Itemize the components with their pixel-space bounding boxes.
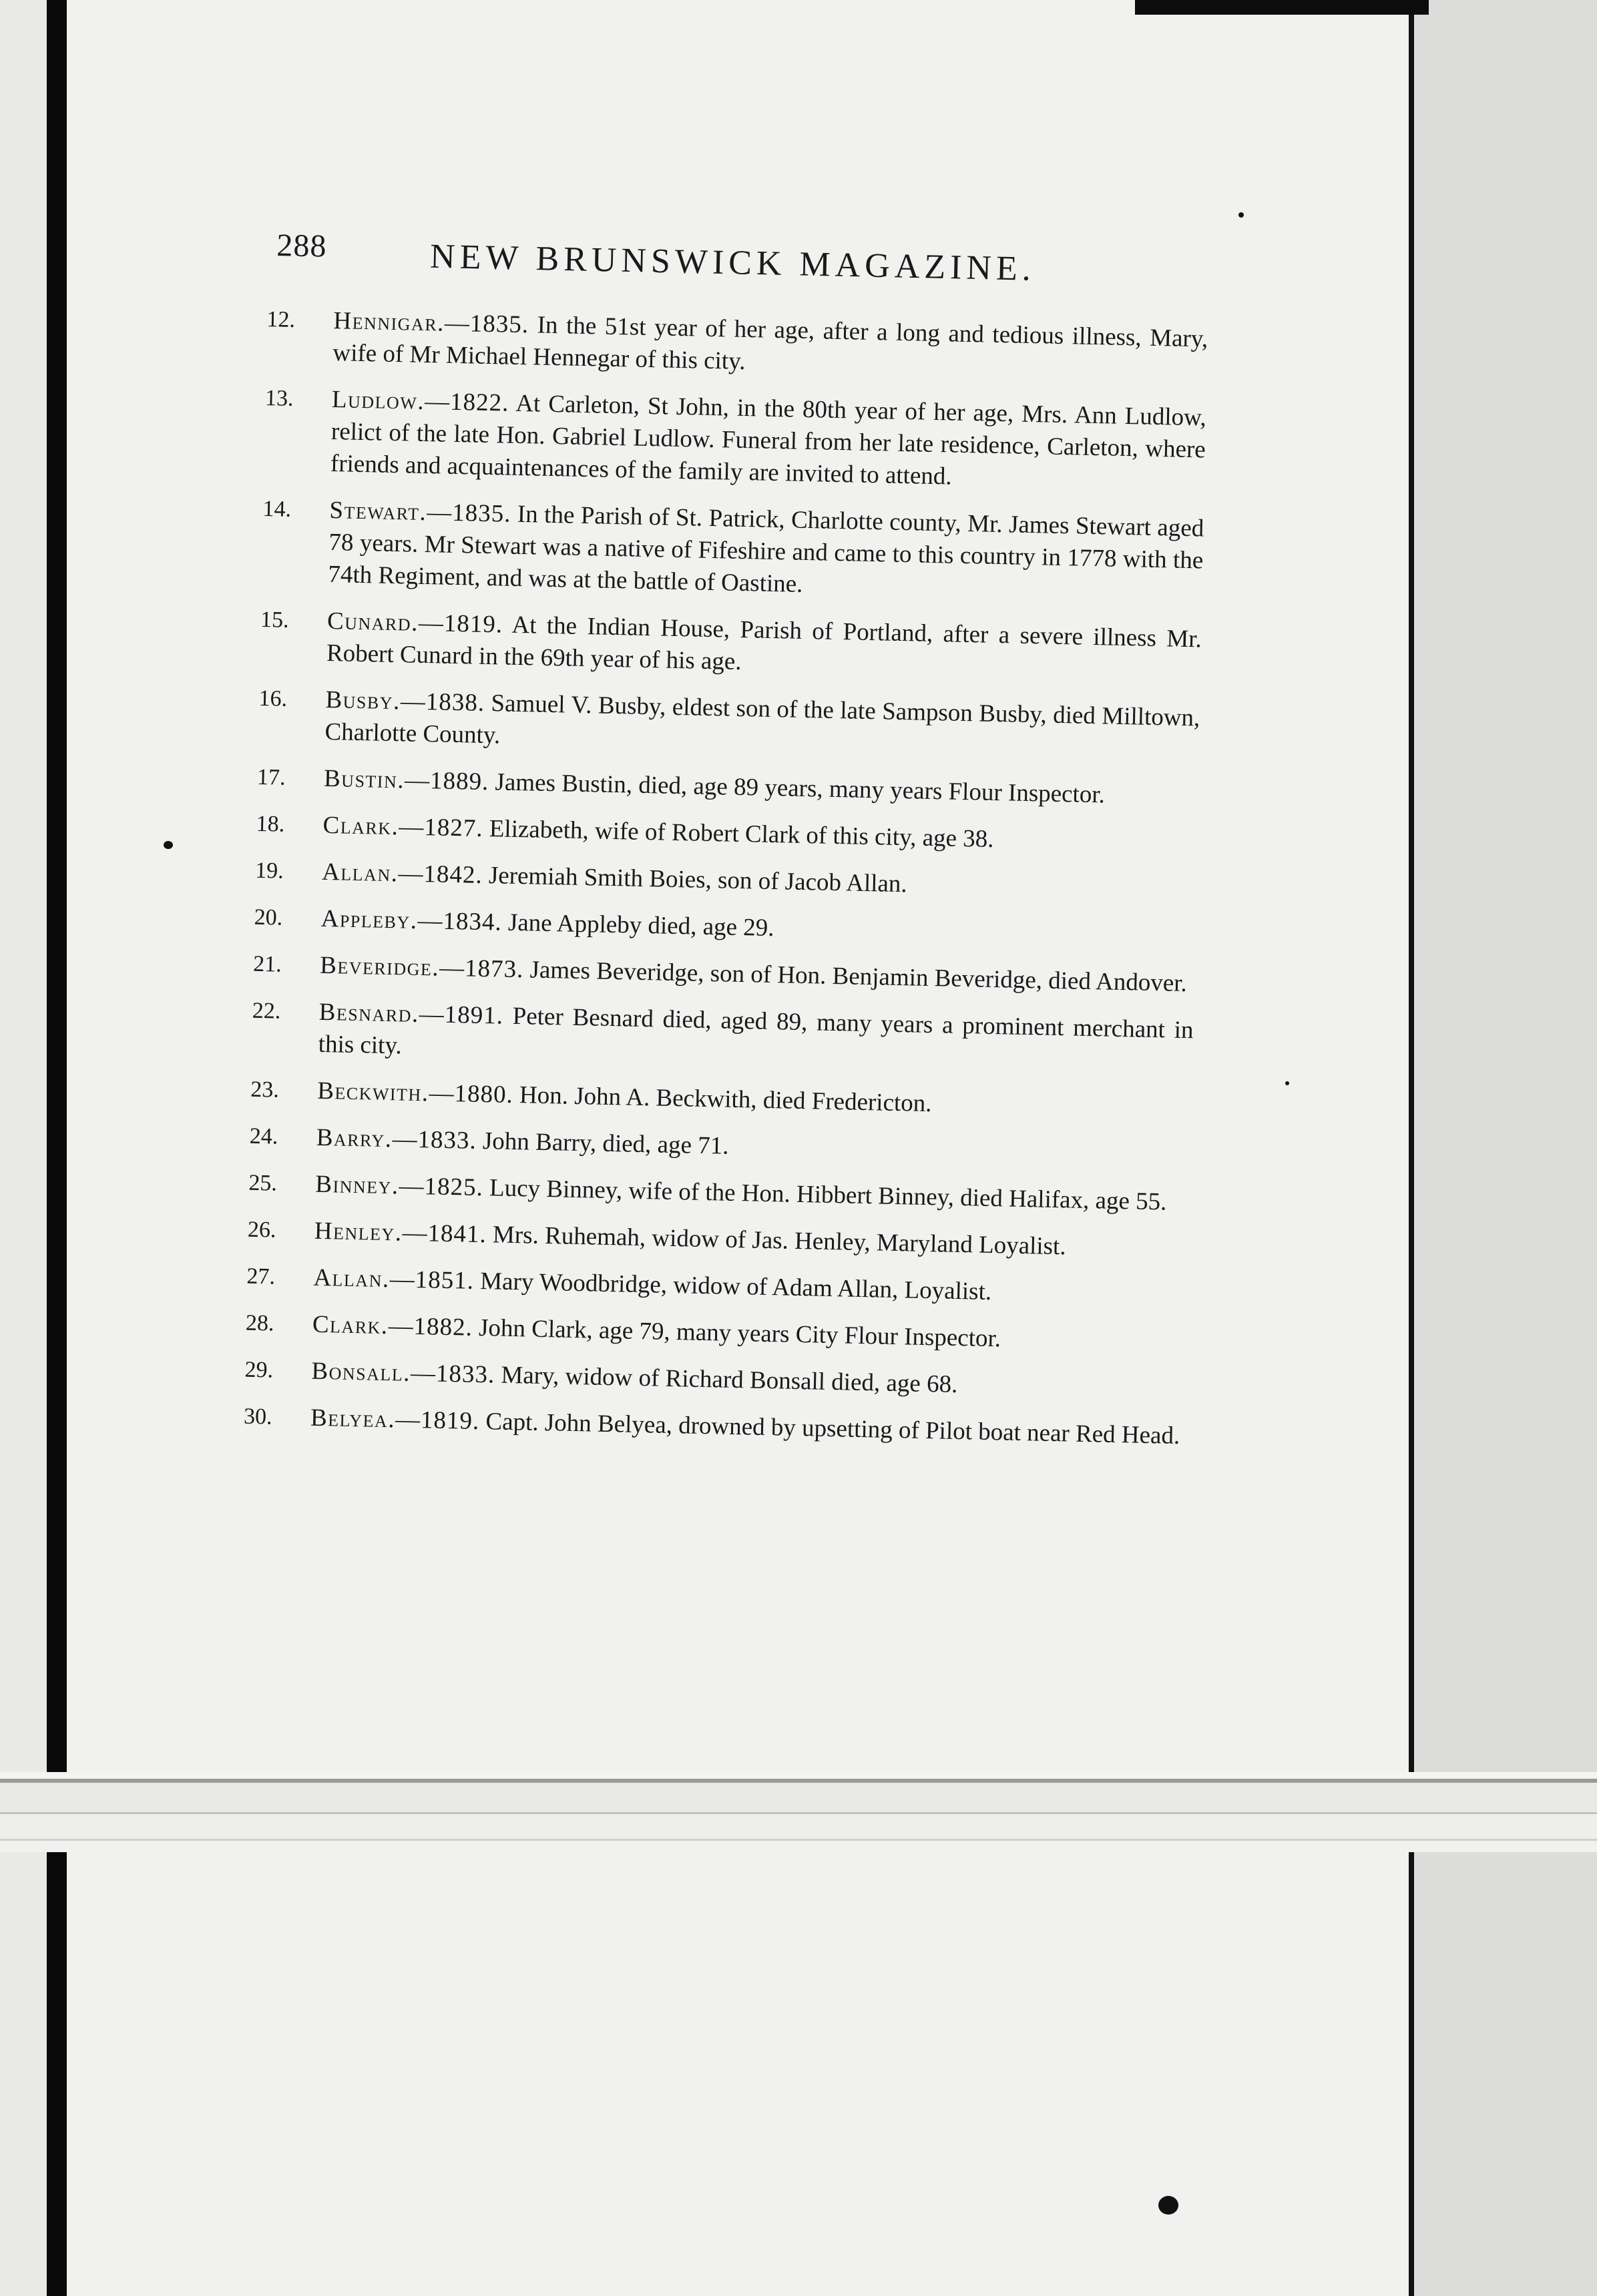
entry-year: —1880. [429,1079,514,1109]
entry-surname: Allan. [313,1263,391,1294]
entry-surname: Beveridge. [319,951,440,982]
entry-number: 20. [254,904,283,930]
obituary-entry [260,604,1202,688]
entry-surname: Barry. [316,1123,393,1153]
entry-surname: Clark. [322,811,399,841]
entry-year: —1827. [398,813,483,842]
entry-surname: Belyea. [310,1404,396,1434]
entry-text: Samuel V. Busby, eldest son of the late Sampson Busby, died Milltown, Charlotte County. [324,689,1200,750]
obituary-entry [246,1261,1188,1313]
entry-text: Mary, widow of Richard Bonsall died, age 68. [501,1361,958,1399]
entry-number: 24. [249,1123,278,1149]
entry-text: At Carleton, St John, in the 80th year of her age, Mrs. Ann Ludlow, relict of the late Hon. Gabriel Ludlow. Funeral from her late residence, Carleton, where friends and acquaintenances of the family are invited to attend. [330,389,1207,491]
obituary-entry [264,382,1207,498]
right-edge-shadow [1409,0,1414,2296]
entry-year: —1819. [395,1406,480,1436]
left-page-margin [0,0,47,2296]
entry-text: Elizabeth, wife of Robert Clark of this city, age 38. [489,815,994,853]
entry-surname: Bonsall. [311,1357,411,1387]
entry-surname: Ludlow. [331,386,425,415]
entry-text: Hon. John A. Beckwith, died Fredericton. [519,1081,932,1118]
page-number: 288 [276,227,327,264]
entry-text: Mrs. Ruhemah, widow of Jas. Henley, Maryland Loyalist. [492,1221,1067,1261]
binding-gutter [47,0,67,2296]
entry-surname: Stewart. [329,497,427,527]
entry-number: 29. [244,1357,274,1383]
entry-surname: Besnard. [318,998,420,1028]
entry-year: —1851. [389,1265,475,1295]
entry-text: In the 51st year of her age, after a long and tedious illness, Mary, wife of Mr Michael Hennegar of this city. [332,311,1208,376]
entry-number: 28. [245,1310,274,1336]
entry-surname: Appleby. [320,904,418,934]
entry-surname: Clark. [312,1310,389,1340]
obituary-entry [254,902,1196,954]
obituary-entry [251,995,1194,1079]
entry-year: —1835. [444,309,529,339]
obituary-entry [249,1121,1191,1173]
entry-number: 12. [266,306,296,332]
entry-number: 30. [243,1404,272,1430]
entry-year: —1873. [439,954,524,984]
ink-speck [1238,212,1244,218]
entry-text: At the Indian House, Parish of Portland, after a severe illness Mr. Robert Cunard in the 69th year of his age. [326,611,1202,675]
entry-number: 19. [254,858,284,884]
entry-text: James Bustin, died, age 89 years, many years Flour Inspector. [495,768,1106,809]
entry-text: Jane Appleby died, age 29. [507,908,774,942]
obituary-entry [258,683,1200,767]
entry-text: John Clark, age 79, many years City Flour Inspector. [478,1314,1001,1353]
entry-surname: Beckwith. [316,1077,430,1107]
entry-text: Mary Woodbridge, widow of Adam Allan, Loyalist. [479,1267,992,1306]
entry-surname: Allan. [321,858,399,888]
entry-year: —1833. [410,1359,495,1389]
entry-number: 13. [264,385,294,411]
obituary-entry [244,1354,1186,1406]
entry-text: In the Parish of St. Patrick, Charlotte county, Mr. James Stewart aged 78 years. Mr Stewart was a native of Fifeshire and came to this country in 1778 with the 74th Regiment, and was at the battle of Oastine. [328,500,1204,598]
top-edge-shadow [1135,0,1429,15]
entry-text: Lucy Binney, wife of the Hon. Hibbert Binney, died Halifax, age 55. [489,1174,1167,1216]
entry-year: —1835. [426,499,511,528]
entry-number: 16. [258,685,288,711]
obituary-entry [244,1401,1186,1453]
entry-year: —1841. [402,1219,487,1249]
entry-number: 17. [256,764,286,790]
entry-surname: Cunard. [326,607,419,637]
ink-speck [1158,2196,1178,2215]
entry-surname: Binney. [314,1170,400,1200]
entry-text: Capt. John Belyea, drowned by upsetting of Pilot boat near Red Head. [485,1408,1180,1450]
ink-speck [1285,1081,1289,1085]
entry-year: —1842. [398,860,483,889]
entry-number: 27. [246,1263,276,1289]
right-page-edge [1409,0,1597,2296]
entry-number: 18. [256,811,285,837]
obituary-entry [245,1308,1187,1360]
entry-number: 26. [247,1217,276,1243]
entry-surname: Henley. [314,1217,403,1247]
entry-text: Jeremiah Smith Boies, son of Jacob Allan. [488,862,908,898]
entry-year: —1825. [399,1172,484,1202]
obituary-entry [253,948,1195,1000]
page-fold-lines [0,1772,1597,1852]
entry-year: —1891. [419,1000,504,1030]
entry-number: 22. [252,998,281,1024]
entry-year: —1838. [400,687,485,717]
entry-year: —1833. [392,1125,477,1155]
running-title: NEW BRUNSWICK MAGAZINE. [429,237,1036,288]
obituary-entry [256,808,1198,860]
entry-year: —1889. [404,766,489,796]
obituary-list [243,304,1208,1467]
entry-surname: Busby. [325,685,401,715]
obituary-entry [255,855,1197,907]
entry-text: Peter Besnard died, aged 89, many years a prominent merchant in this city. [318,1002,1194,1060]
entry-number: 21. [252,951,282,977]
obituary-entry [261,493,1204,609]
entry-number: 25. [248,1170,278,1196]
entry-number: 23. [250,1077,280,1103]
entry-surname: Bustin. [323,764,405,794]
entry-year: —1819. [418,609,503,639]
entry-year: —1822. [424,387,509,417]
entry-number: 14. [262,496,292,522]
obituary-entry [248,1167,1190,1219]
entry-text: James Beveridge, son of Hon. Benjamin Beveridge, died Andover. [529,956,1188,998]
entry-number: 15. [260,607,289,633]
obituary-entry [250,1074,1192,1126]
ink-speck [164,841,173,849]
obituary-entry [247,1214,1189,1266]
obituary-entry [257,762,1199,814]
entry-year: —1882. [388,1312,473,1342]
entry-text: John Barry, died, age 71. [482,1127,729,1160]
entry-year: —1834. [417,906,503,936]
entry-surname: Hennigar. [333,307,445,337]
